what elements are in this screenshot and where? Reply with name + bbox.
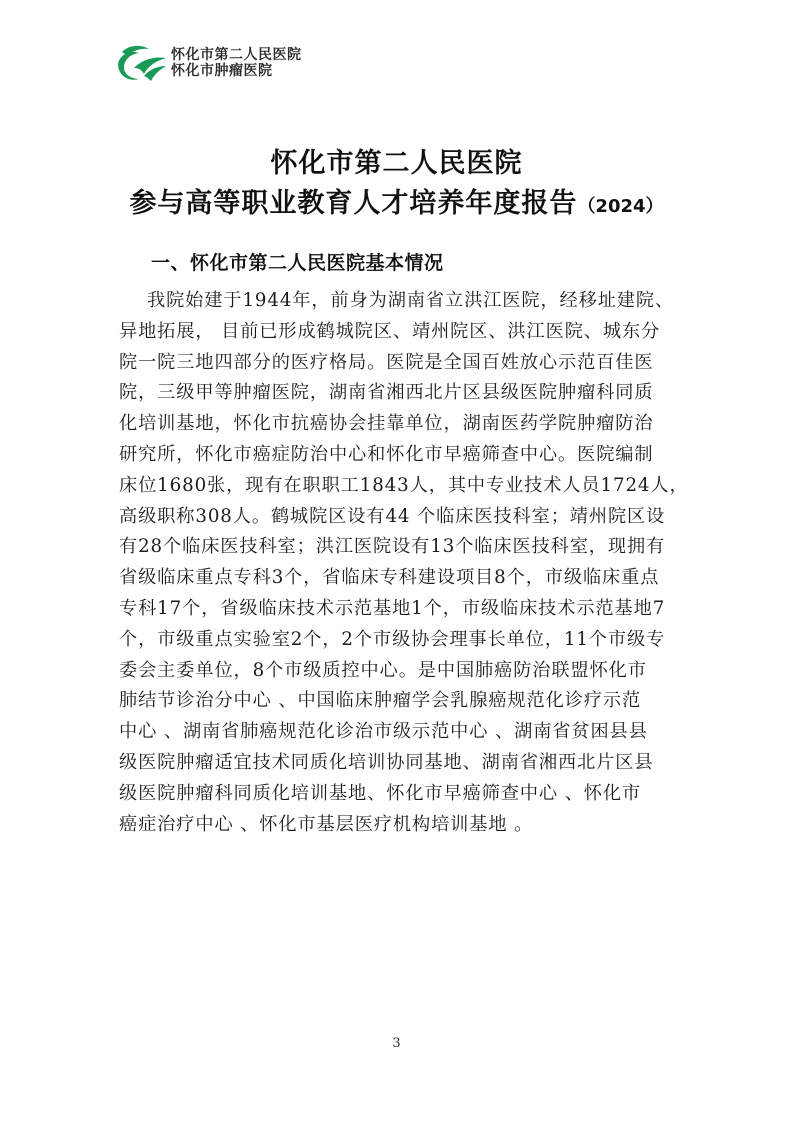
report-title-main: 参与高等职业教育人才培养年度报告 — [129, 188, 578, 219]
section-heading: 一、怀化市第二人民医院基本情况 — [151, 252, 444, 274]
paragraph-line: 专科17个，省级临床技术示范基地1个，市级临床技术示范基地7 — [119, 597, 666, 619]
paragraph-line: 级医院肿瘤科同质化培训基地、怀化市早癌筛查中心 、怀化市 — [119, 782, 642, 804]
paragraph-line: 院一院三地四部分的医疗格局。医院是全国百姓放心示范百佳医 — [119, 351, 654, 373]
paragraph-line: 委会主委单位，8个市级质控中心。是中国肺癌防治联盟怀化市 — [119, 659, 647, 681]
paragraph-line: 有28个临床医技科室；洪江医院设有13个临床医技科室，现拥有 — [119, 536, 666, 558]
paragraph-line: 院，三级甲等肿瘤医院，湖南省湘西北片区县级医院肿瘤科同质 — [119, 382, 654, 404]
report-title-line-2 — [0, 186, 793, 225]
paragraph-line: 研究所，怀化市癌症防治中心和怀化市早癌筛查中心。医院编制 — [119, 443, 654, 465]
paragraph-line: 中心 、湖南省肺癌规范化诊治市级示范中心 、湖南省贫困县县 — [119, 721, 648, 743]
paragraph-line: 肺结节诊治分中心 、中国临床肿瘤学会乳腺癌规范化诊疗示范 — [119, 690, 642, 712]
paragraph-line: 癌症治疗中心 、怀化市基层医疗机构培训基地 。 — [119, 813, 534, 835]
paragraph-line: 床位1680张，现有在职职工1843人，其中专业技术人员1724人， — [119, 474, 689, 496]
paragraph-line: 异地拓展， 目前已形成鹤城院区、靖州院区、洪江医院、城东分 — [119, 320, 661, 342]
hospital-logo-icon — [114, 42, 168, 84]
paragraph-line: 化培训基地，怀化市抗癌协会挂靠单位，湖南医药学院肿瘤防治 — [119, 413, 654, 435]
paragraph-line: 高级职称308人。鹤城院区设有44 个临床医技科室；靖州院区设 — [119, 505, 666, 527]
report-title-line-1: 怀化市第二人民医院 — [270, 148, 523, 179]
paragraph-line: 级医院肿瘤适宜技术同质化培训协同基地、湖南省湘西北片区县 — [119, 751, 654, 773]
paragraph-line: 个，市级重点实验室2个，2个市级协会理事长单位，11个市级专 — [119, 628, 666, 650]
report-title-year: （2024） — [577, 196, 664, 217]
paragraph-line: 省级临床重点专科3个，省临床专科建设项目8个，市级临床重点 — [119, 567, 660, 589]
paragraph-line: 我院始建于1944年，前身为湖南省立洪江医院，经移址建院、 — [147, 290, 675, 311]
header-hospital-alt-name: 怀化市肿瘤医院 — [171, 63, 273, 79]
page-number: 3 — [392, 1036, 401, 1051]
header-hospital-name: 怀化市第二人民医院 — [171, 47, 302, 63]
body-paragraph — [119, 286, 719, 840]
